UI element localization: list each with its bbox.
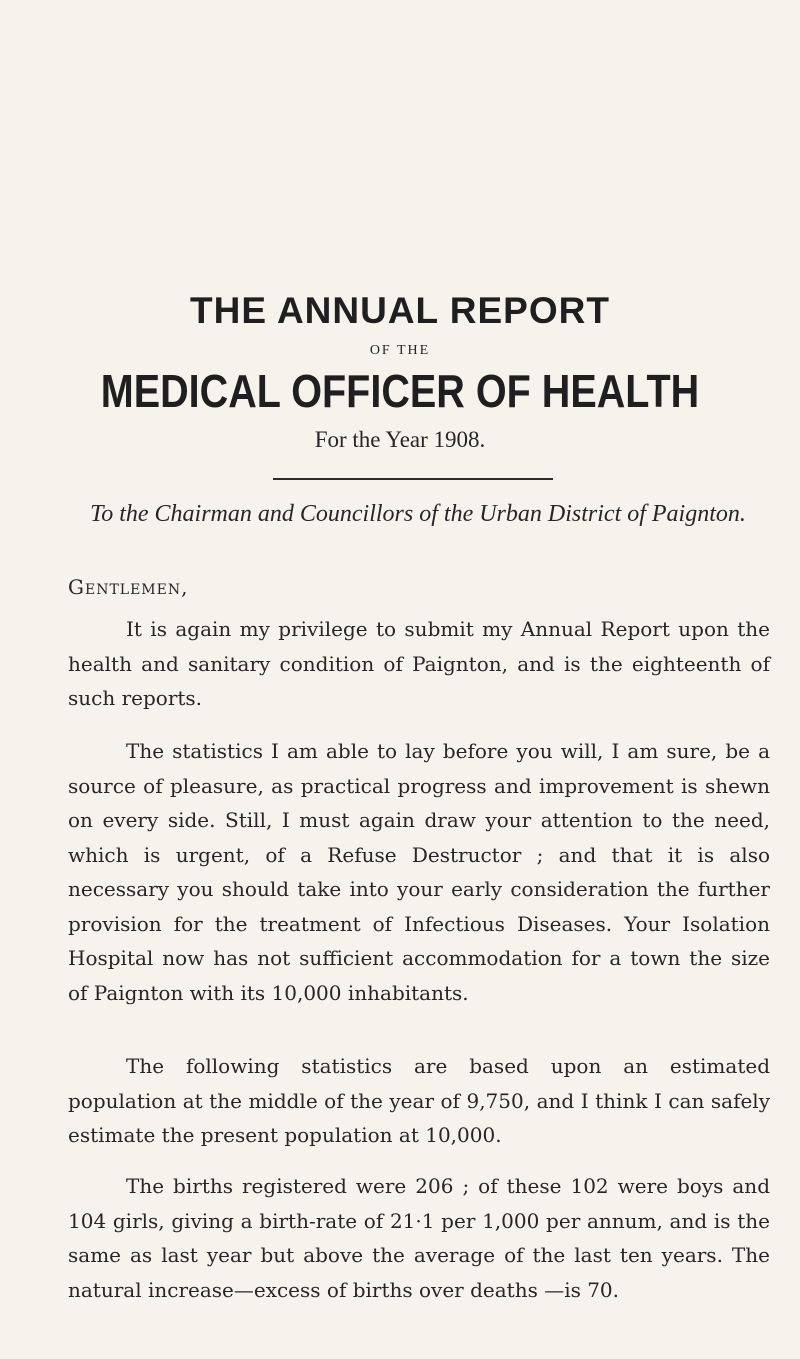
report-title: THE ANNUAL REPORT xyxy=(190,290,610,331)
divider-rule xyxy=(273,478,553,480)
report-year: For the Year 1908. xyxy=(314,427,486,452)
title-connector: OF THE xyxy=(369,343,431,358)
salutation: Gentlemen, xyxy=(68,575,189,599)
paragraph-4: The births registered were 206 ; of these 102 were boys and 104 girls, giving a birth-rate of 21·1 per 1,000 per annum, and is the same as last year but above the average of the last ten years. The natural increase—excess of births over deaths —is 70. xyxy=(68,1174,770,1302)
report-subtitle: MEDICAL OFFICER OF HEALTH xyxy=(100,365,700,417)
paragraph-2: The statistics I am able to lay before you will, I am sure, be a source of pleasure, as practical progress and improvement is shewn on every side. Still, I must again draw your attention to the need, which is urgent, of a Refuse Destructor ; and that it is also necessary you should take into your early consideration the further provision for the treatment of Infectious Diseases. Your Isolation Hospital now has not sufficient accommodation for a town the size of Paignton with its 10,000 inhabitants. xyxy=(68,739,770,1005)
addressee: To the Chairman and Councillors of the Urban District of Paignton. xyxy=(90,501,746,527)
paragraph-3: The following statistics are based upon an estimated population at the middle of the year of 9,750, and I think I can safely estimate the present population at 10,000. xyxy=(68,1054,770,1147)
paragraph-1: It is again my privilege to submit my Annual Report upon the health and sanitary condition of Paignton, and is the eighteenth of such reports. xyxy=(68,617,770,710)
